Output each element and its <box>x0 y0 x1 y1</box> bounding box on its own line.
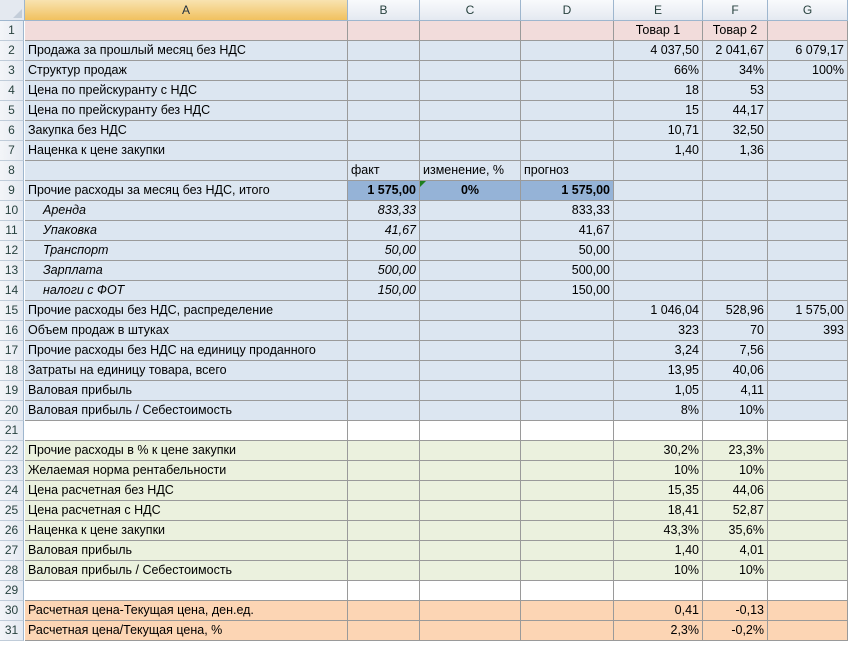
cell-a11[interactable]: Упаковка <box>25 221 348 241</box>
row-header-22[interactable]: 22 <box>0 441 24 461</box>
cell-b1[interactable] <box>348 21 420 41</box>
cell-d22[interactable] <box>521 441 614 461</box>
cell-d28[interactable] <box>521 561 614 581</box>
cell-e30[interactable]: 0,41 <box>614 601 703 621</box>
cell-g28[interactable] <box>768 561 848 581</box>
cell-f29[interactable] <box>703 581 768 601</box>
cell-g21[interactable] <box>768 421 848 441</box>
cell-g3[interactable]: 100% <box>768 61 848 81</box>
row-header-18[interactable]: 18 <box>0 361 24 381</box>
cell-d9[interactable]: 1 575,00 <box>521 181 614 201</box>
cell-b18[interactable] <box>348 361 420 381</box>
cell-e21[interactable] <box>614 421 703 441</box>
cell-a17[interactable]: Прочие расходы без НДС на единицу проданного <box>25 341 348 361</box>
cell-f11[interactable] <box>703 221 768 241</box>
cell-g11[interactable] <box>768 221 848 241</box>
cell-f18[interactable]: 40,06 <box>703 361 768 381</box>
cell-c11[interactable] <box>420 221 521 241</box>
row-header-2[interactable]: 2 <box>0 41 24 61</box>
cell-text: 0% <box>460 183 480 197</box>
cell-g23[interactable] <box>768 461 848 481</box>
cell-f19[interactable]: 4,11 <box>703 381 768 401</box>
row-header-25[interactable]: 25 <box>0 501 24 521</box>
cell-a24[interactable]: Цена расчетная без НДС <box>25 481 348 501</box>
cell-c6[interactable] <box>420 121 521 141</box>
cell-g15[interactable]: 1 575,00 <box>768 301 848 321</box>
cell-f9[interactable] <box>703 181 768 201</box>
cell-d20[interactable] <box>521 401 614 421</box>
cell-c30[interactable] <box>420 601 521 621</box>
cell-f25[interactable]: 52,87 <box>703 501 768 521</box>
cell-f31[interactable]: -0,2% <box>703 621 768 641</box>
row-header-17[interactable]: 17 <box>0 341 24 361</box>
row-header-14[interactable]: 14 <box>0 281 24 301</box>
cell-e7[interactable]: 1,40 <box>614 141 703 161</box>
cell-g2[interactable]: 6 079,17 <box>768 41 848 61</box>
cell-c16[interactable] <box>420 321 521 341</box>
cell-g14[interactable] <box>768 281 848 301</box>
cell-e18[interactable]: 13,95 <box>614 361 703 381</box>
cell-b21[interactable] <box>348 421 420 441</box>
cell-b11[interactable]: 41,67 <box>348 221 420 241</box>
cell-e29[interactable] <box>614 581 703 601</box>
cell-c25[interactable] <box>420 501 521 521</box>
cell-c19[interactable] <box>420 381 521 401</box>
cell-b25[interactable] <box>348 501 420 521</box>
column-header-d[interactable]: D <box>521 0 614 21</box>
cell-f12[interactable] <box>703 241 768 261</box>
cell-a22[interactable]: Прочие расходы в % к цене закупки <box>25 441 348 461</box>
cell-f26[interactable]: 35,6% <box>703 521 768 541</box>
row-header-29[interactable]: 29 <box>0 581 24 601</box>
cell-g4[interactable] <box>768 81 848 101</box>
cell-f30[interactable]: -0,13 <box>703 601 768 621</box>
cell-g8[interactable] <box>768 161 848 181</box>
cell-c28[interactable] <box>420 561 521 581</box>
cell-a25[interactable]: Цена расчетная с НДС <box>25 501 348 521</box>
cell-g6[interactable] <box>768 121 848 141</box>
cell-d5[interactable] <box>521 101 614 121</box>
cell-e23[interactable]: 10% <box>614 461 703 481</box>
cell-d2[interactable] <box>521 41 614 61</box>
cell-c8[interactable]: изменение, % <box>420 161 521 181</box>
cell-d16[interactable] <box>521 321 614 341</box>
cell-e17[interactable]: 3,24 <box>614 341 703 361</box>
cell-c7[interactable] <box>420 141 521 161</box>
row-header-10[interactable]: 10 <box>0 201 24 221</box>
cell-a20[interactable]: Валовая прибыль / Себестоимость <box>25 401 348 421</box>
cell-a4[interactable]: Цена по прейскуранту с НДС <box>25 81 348 101</box>
cell-a19[interactable]: Валовая прибыль <box>25 381 348 401</box>
error-indicator-icon <box>420 181 426 187</box>
cell-f14[interactable] <box>703 281 768 301</box>
cell-f3[interactable]: 34% <box>703 61 768 81</box>
cell-a12[interactable]: Транспорт <box>25 241 348 261</box>
row-header-1[interactable]: 1 <box>0 21 24 41</box>
cell-g10[interactable] <box>768 201 848 221</box>
cell-f2[interactable]: 2 041,67 <box>703 41 768 61</box>
cell-b10[interactable]: 833,33 <box>348 201 420 221</box>
row-header-9[interactable]: 9 <box>0 181 24 201</box>
cell-b20[interactable] <box>348 401 420 421</box>
cell-b17[interactable] <box>348 341 420 361</box>
cell-g19[interactable] <box>768 381 848 401</box>
column-header-g[interactable]: G <box>768 0 848 21</box>
cell-e4[interactable]: 18 <box>614 81 703 101</box>
cell-e8[interactable] <box>614 161 703 181</box>
cell-b31[interactable] <box>348 621 420 641</box>
cell-c20[interactable] <box>420 401 521 421</box>
cell-c21[interactable] <box>420 421 521 441</box>
cell-d30[interactable] <box>521 601 614 621</box>
cell-g29[interactable] <box>768 581 848 601</box>
cell-b29[interactable] <box>348 581 420 601</box>
cell-a21[interactable] <box>25 421 348 441</box>
cell-f16[interactable]: 70 <box>703 321 768 341</box>
cell-a27[interactable]: Валовая прибыль <box>25 541 348 561</box>
cell-f5[interactable]: 44,17 <box>703 101 768 121</box>
cell-e27[interactable]: 1,40 <box>614 541 703 561</box>
cell-c12[interactable] <box>420 241 521 261</box>
cell-b24[interactable] <box>348 481 420 501</box>
cell-g1[interactable] <box>768 21 848 41</box>
row-header-8[interactable]: 8 <box>0 161 24 181</box>
cell-c18[interactable] <box>420 361 521 381</box>
cell-d15[interactable] <box>521 301 614 321</box>
cell-f23[interactable]: 10% <box>703 461 768 481</box>
cell-b15[interactable] <box>348 301 420 321</box>
cell-g17[interactable] <box>768 341 848 361</box>
cell-a3[interactable]: Структур продаж <box>25 61 348 81</box>
cell-d7[interactable] <box>521 141 614 161</box>
cell-a2[interactable]: Продажа за прошлый месяц без НДС <box>25 41 348 61</box>
cell-c10[interactable] <box>420 201 521 221</box>
cell-a1[interactable] <box>25 21 348 41</box>
cell-d24[interactable] <box>521 481 614 501</box>
cell-a5[interactable]: Цена по прейскуранту без НДС <box>25 101 348 121</box>
cell-g18[interactable] <box>768 361 848 381</box>
cell-a30[interactable]: Расчетная цена-Текущая цена, ден.ед. <box>25 601 348 621</box>
cell-d25[interactable] <box>521 501 614 521</box>
cell-c14[interactable] <box>420 281 521 301</box>
cell-a10[interactable]: Аренда <box>25 201 348 221</box>
cell-b14[interactable]: 150,00 <box>348 281 420 301</box>
cell-b4[interactable] <box>348 81 420 101</box>
cell-b2[interactable] <box>348 41 420 61</box>
cell-f6[interactable]: 32,50 <box>703 121 768 141</box>
row-header-6[interactable]: 6 <box>0 121 24 141</box>
cell-c4[interactable] <box>420 81 521 101</box>
cell-e20[interactable]: 8% <box>614 401 703 421</box>
cell-a16[interactable]: Объем продаж в штуках <box>25 321 348 341</box>
cell-b26[interactable] <box>348 521 420 541</box>
cell-c29[interactable] <box>420 581 521 601</box>
cell-f7[interactable]: 1,36 <box>703 141 768 161</box>
cell-a15[interactable]: Прочие расходы без НДС, распределение <box>25 301 348 321</box>
row-header-20[interactable]: 20 <box>0 401 24 421</box>
column-header-a[interactable]: A <box>25 0 348 21</box>
cell-b27[interactable] <box>348 541 420 561</box>
cell-f21[interactable] <box>703 421 768 441</box>
cell-e15[interactable]: 1 046,04 <box>614 301 703 321</box>
row-header-11[interactable]: 11 <box>0 221 24 241</box>
cell-c2[interactable] <box>420 41 521 61</box>
cell-g7[interactable] <box>768 141 848 161</box>
cell-b3[interactable] <box>348 61 420 81</box>
cell-e26[interactable]: 43,3% <box>614 521 703 541</box>
cell-e6[interactable]: 10,71 <box>614 121 703 141</box>
cell-d17[interactable] <box>521 341 614 361</box>
cell-b19[interactable] <box>348 381 420 401</box>
cell-d11[interactable]: 41,67 <box>521 221 614 241</box>
row-header-24[interactable]: 24 <box>0 481 24 501</box>
row-header-5[interactable]: 5 <box>0 101 24 121</box>
cell-c31[interactable] <box>420 621 521 641</box>
cell-g16[interactable]: 393 <box>768 321 848 341</box>
cell-e5[interactable]: 15 <box>614 101 703 121</box>
cell-c15[interactable] <box>420 301 521 321</box>
cell-e14[interactable] <box>614 281 703 301</box>
cell-d14[interactable]: 150,00 <box>521 281 614 301</box>
cell-e3[interactable]: 66% <box>614 61 703 81</box>
cell-d8[interactable]: прогноз <box>521 161 614 181</box>
cell-g20[interactable] <box>768 401 848 421</box>
cell-b13[interactable]: 500,00 <box>348 261 420 281</box>
cell-c17[interactable] <box>420 341 521 361</box>
cell-d10[interactable]: 833,33 <box>521 201 614 221</box>
row-header-26[interactable]: 26 <box>0 521 24 541</box>
cell-f8[interactable] <box>703 161 768 181</box>
cell-a26[interactable]: Наценка к цене закупки <box>25 521 348 541</box>
cell-d27[interactable] <box>521 541 614 561</box>
cell-d3[interactable] <box>521 61 614 81</box>
cell-d29[interactable] <box>521 581 614 601</box>
row-header-7[interactable]: 7 <box>0 141 24 161</box>
cell-a7[interactable]: Наценка к цене закупки <box>25 141 348 161</box>
cell-d18[interactable] <box>521 361 614 381</box>
cell-e12[interactable] <box>614 241 703 261</box>
cell-c1[interactable] <box>420 21 521 41</box>
row-header-13[interactable]: 13 <box>0 261 24 281</box>
cell-d21[interactable] <box>521 421 614 441</box>
cell-a6[interactable]: Закупка без НДС <box>25 121 348 141</box>
row-header-15[interactable]: 15 <box>0 301 24 321</box>
cell-g12[interactable] <box>768 241 848 261</box>
column-header-b[interactable]: B <box>348 0 420 21</box>
cell-b28[interactable] <box>348 561 420 581</box>
cell-c5[interactable] <box>420 101 521 121</box>
cell-b7[interactable] <box>348 141 420 161</box>
cell-g9[interactable] <box>768 181 848 201</box>
cell-b16[interactable] <box>348 321 420 341</box>
column-header-f[interactable]: F <box>703 0 768 21</box>
column-header-c[interactable]: C <box>420 0 521 21</box>
cell-f4[interactable]: 53 <box>703 81 768 101</box>
cell-a13[interactable]: Зарплата <box>25 261 348 281</box>
cell-e2[interactable]: 4 037,50 <box>614 41 703 61</box>
cell-e1[interactable]: Товар 1 <box>614 21 703 41</box>
cell-f28[interactable]: 10% <box>703 561 768 581</box>
cell-c9[interactable] <box>420 181 521 201</box>
cell-d19[interactable] <box>521 381 614 401</box>
cell-f13[interactable] <box>703 261 768 281</box>
cell-d13[interactable]: 500,00 <box>521 261 614 281</box>
cell-c23[interactable] <box>420 461 521 481</box>
row-header-23[interactable]: 23 <box>0 461 24 481</box>
cell-a9[interactable]: Прочие расходы за месяц без НДС, итого <box>25 181 348 201</box>
cell-e10[interactable] <box>614 201 703 221</box>
row-header-27[interactable]: 27 <box>0 541 24 561</box>
cell-c22[interactable] <box>420 441 521 461</box>
cell-e16[interactable]: 323 <box>614 321 703 341</box>
cell-a8[interactable] <box>25 161 348 181</box>
row-header-16[interactable]: 16 <box>0 321 24 341</box>
cell-g27[interactable] <box>768 541 848 561</box>
row-header-21[interactable]: 21 <box>0 421 24 441</box>
row-header-31[interactable]: 31 <box>0 621 24 641</box>
column-header-e[interactable]: E <box>614 0 703 21</box>
cell-c13[interactable] <box>420 261 521 281</box>
cell-d31[interactable] <box>521 621 614 641</box>
cell-d4[interactable] <box>521 81 614 101</box>
cell-b5[interactable] <box>348 101 420 121</box>
cell-d12[interactable]: 50,00 <box>521 241 614 261</box>
cell-d1[interactable] <box>521 21 614 41</box>
cell-e9[interactable] <box>614 181 703 201</box>
cell-f17[interactable]: 7,56 <box>703 341 768 361</box>
row-header-4[interactable]: 4 <box>0 81 24 101</box>
cell-e24[interactable]: 15,35 <box>614 481 703 501</box>
cell-d23[interactable] <box>521 461 614 481</box>
cell-a31[interactable]: Расчетная цена/Текущая цена, % <box>25 621 348 641</box>
cell-g26[interactable] <box>768 521 848 541</box>
cell-e19[interactable]: 1,05 <box>614 381 703 401</box>
cell-f27[interactable]: 4,01 <box>703 541 768 561</box>
cell-b12[interactable]: 50,00 <box>348 241 420 261</box>
cell-c24[interactable] <box>420 481 521 501</box>
row-header-28[interactable]: 28 <box>0 561 24 581</box>
cell-c27[interactable] <box>420 541 521 561</box>
cell-f24[interactable]: 44,06 <box>703 481 768 501</box>
cell-a29[interactable] <box>25 581 348 601</box>
cell-c26[interactable] <box>420 521 521 541</box>
cell-f15[interactable]: 528,96 <box>703 301 768 321</box>
cell-g30[interactable] <box>768 601 848 621</box>
cell-d26[interactable] <box>521 521 614 541</box>
cell-g25[interactable] <box>768 501 848 521</box>
cell-g5[interactable] <box>768 101 848 121</box>
cell-d6[interactable] <box>521 121 614 141</box>
cell-e25[interactable]: 18,41 <box>614 501 703 521</box>
select-all-button[interactable] <box>0 0 25 21</box>
cell-f10[interactable] <box>703 201 768 221</box>
cell-a18[interactable]: Затраты на единицу товара, всего <box>25 361 348 381</box>
cell-a28[interactable]: Валовая прибыль / Себестоимость <box>25 561 348 581</box>
cell-b23[interactable] <box>348 461 420 481</box>
cell-e11[interactable] <box>614 221 703 241</box>
cell-c3[interactable] <box>420 61 521 81</box>
row-header-30[interactable]: 30 <box>0 601 24 621</box>
cell-a23[interactable]: Желаемая норма рентабельности <box>25 461 348 481</box>
cell-e13[interactable] <box>614 261 703 281</box>
cell-b9[interactable]: 1 575,00 <box>348 181 420 201</box>
cell-e22[interactable]: 30,2% <box>614 441 703 461</box>
cell-e28[interactable]: 10% <box>614 561 703 581</box>
cell-g22[interactable] <box>768 441 848 461</box>
cell-g13[interactable] <box>768 261 848 281</box>
cell-b6[interactable] <box>348 121 420 141</box>
row-header-19[interactable]: 19 <box>0 381 24 401</box>
cell-b8[interactable]: факт <box>348 161 420 181</box>
cell-b22[interactable] <box>348 441 420 461</box>
cell-b30[interactable] <box>348 601 420 621</box>
column-header-row <box>0 0 848 21</box>
cell-f22[interactable]: 23,3% <box>703 441 768 461</box>
row-header-12[interactable]: 12 <box>0 241 24 261</box>
cell-f1[interactable]: Товар 2 <box>703 21 768 41</box>
cell-e31[interactable]: 2,3% <box>614 621 703 641</box>
cell-g24[interactable] <box>768 481 848 501</box>
cell-g31[interactable] <box>768 621 848 641</box>
row-header-3[interactable]: 3 <box>0 61 24 81</box>
cell-f20[interactable]: 10% <box>703 401 768 421</box>
cell-a14[interactable]: налоги с ФОТ <box>25 281 348 301</box>
